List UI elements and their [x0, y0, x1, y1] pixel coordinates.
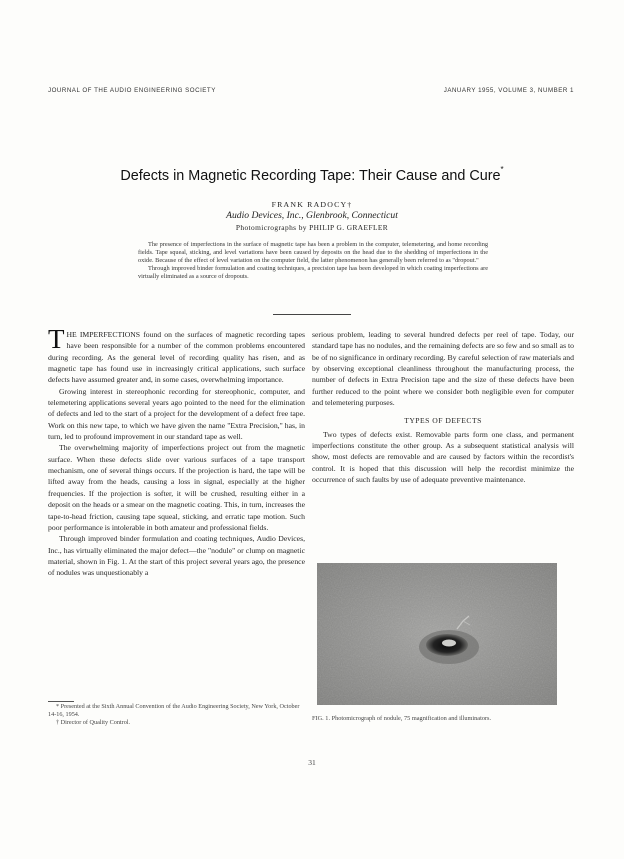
- body-paragraph: serious problem, leading to several hundred defects per reel of tape. Today, our standard tape has no nodules, and the remaining defects are so few and so small as to be of no significance in ordinary recording. By careful selection of raw materials and by observing exceptional cleanliness throughout the manufacturing process, the number of defects in Extra Precision tape and the size of these defects have been further reduced to the point where we consider both negligible even for computer and telemetering purposes.: [312, 330, 574, 408]
- footnote: † Director of Quality Control.: [56, 719, 131, 726]
- page-number: 31: [308, 758, 316, 767]
- author-name: FRANK RADOCY†: [271, 200, 353, 209]
- paper-title: [0, 165, 624, 184]
- section-divider: [273, 314, 351, 315]
- section-heading: TYPES OF DEFECTS: [404, 416, 482, 426]
- body-column-right: [312, 329, 574, 485]
- footnote-divider: [48, 701, 74, 702]
- footnote: * Presented at the Sixth Annual Convention of the Audio Engineering Society, New York, October 14-16, 1954.: [48, 703, 300, 718]
- title-footnote-mark: *: [500, 165, 504, 174]
- body-paragraph: Growing interest in stereophonic recording for stereophonic, computer, and telemetering applications several years ago pointed to the need for the elimination of defects and led to the start of a project for the development of a defect free tape. Work on this new tape, to which we have given the name "Extra Precision," has, in turn, led to profound improvement in our standard tape as well.: [48, 386, 305, 442]
- figure-photomicrograph: [317, 563, 557, 705]
- nodule-photo-image: [317, 563, 557, 705]
- photo-credit: Photomicrographs by PHILIP G. GRAEFLER: [235, 223, 389, 232]
- footnotes: [48, 703, 303, 727]
- issue-header: JANUARY 1955, VOLUME 3, NUMBER 1: [443, 87, 574, 94]
- body-paragraph: The overwhelming majority of imperfections project out from the magnetic surface. When these defects slide over various surfaces of a tape transport mechanism, one of several things occurs. If the projection is hard, the tape will be lifted away from the heads, causing a loss in signal, especially at the higher frequencies. If the projection is softer, it will be crushed, resulting either in a deposit on the heads or a smear on the magnetic coating. This, in turn, increases the tape-to-head friction, causing tape squeal, sticking, and erratic tape motion. Such poor performance is intolerable in both amateur and professional fields.: [48, 443, 305, 532]
- author-affiliation: Audio Devices, Inc., Glenbrook, Connecticut: [226, 210, 398, 221]
- figure-caption: FIG. 1. Photomicrograph of nodule, 75 magnification and illuminators.: [312, 715, 492, 722]
- abstract-paragraph: Through improved binder formulation and coating techniques, a precision tape has been developed in which coating imperfections are virtually eliminated as a source of dropouts.: [138, 265, 488, 281]
- body-column-left: [48, 324, 305, 579]
- abstract-paragraph: The presence of imperfections in the surface of magnetic tape has been a problem in the computer, telemetering, and home recording fields. Tape squeal, sticking, and level variations have been caused by deposits on the head due to the shedding of imperfections in the oxide. Because of the effect of level variation on the computer field, the latter phenomenon has generally been referred to as "dropout.": [138, 241, 488, 265]
- title-text: Defects in Magnetic Recording Tape: Their Cause and Cure: [120, 168, 501, 184]
- abstract: [138, 241, 488, 281]
- drop-cap: T: [48, 324, 65, 354]
- body-paragraph-text: HE IMPERFECTIONS found on the surfaces of magnetic recording tapes have been responsible for a number of the common problems encountered during recording. As the general level of recording quality has risen, and as magnetic tape has found use in increasingly critical applications, such surface defects have assumed greater and, in some cases, overwhelming importance.: [48, 330, 305, 385]
- body-paragraph: Two types of defects exist. Removable parts form one class, and permanent imperfections constitute the other group. As a subsequent statistical analysis will show, most defects are removable and are caused by factors within the recordist's control. It is hoped that this discussion will help the recordist minimize the occurrence of such faults by use of adequate preventive maintenance.: [312, 429, 574, 485]
- journal-header: JOURNAL OF THE AUDIO ENGINEERING SOCIETY: [48, 87, 216, 94]
- body-paragraph: [48, 324, 305, 386]
- body-paragraph: Through improved binder formulation and coating techniques, Audio Devices, Inc., has virtually eliminated the major defect—the "nodule" or clump on magnetic material, shown in Fig. 1. At the start of this project several years ago, the presence of nodules was unquestionably a: [48, 534, 305, 578]
